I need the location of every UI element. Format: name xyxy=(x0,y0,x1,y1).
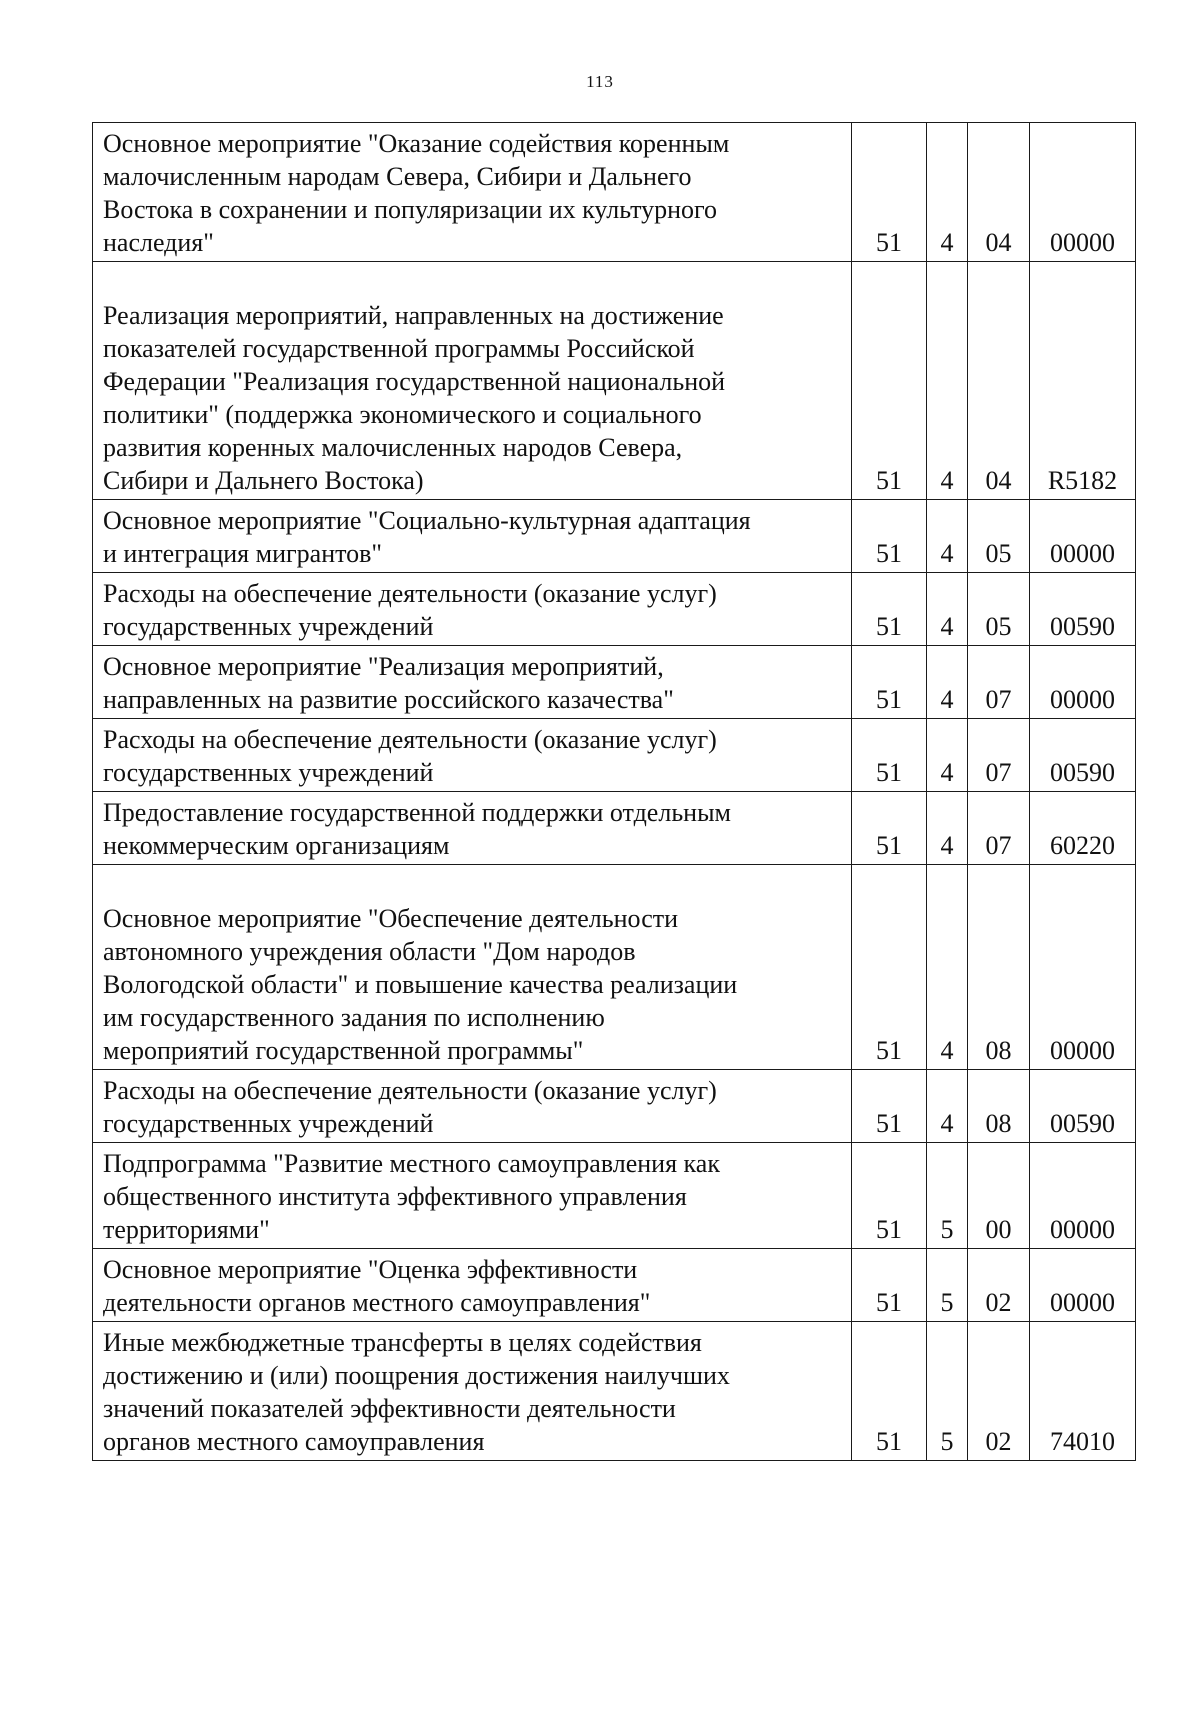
table-row xyxy=(93,123,1136,262)
code-ministry: 51 xyxy=(852,1070,927,1143)
code-direction: 00000 xyxy=(1030,500,1136,573)
row-description xyxy=(93,123,852,262)
row-description xyxy=(93,1070,852,1143)
code-direction: 00000 xyxy=(1030,123,1136,262)
description-line: наследия" xyxy=(103,228,214,257)
code-subprogram: 5 xyxy=(927,1322,968,1461)
code-event: 02 xyxy=(968,1322,1030,1461)
code-ministry: 51 xyxy=(852,573,927,646)
description-line: малочисленным народам Севера, Сибири и Дальнего xyxy=(103,162,692,191)
code-subprogram: 4 xyxy=(927,646,968,719)
table-row xyxy=(93,573,1136,646)
description-line: Иные межбюджетные трансферты в целях содействия xyxy=(103,1328,702,1357)
code-direction: 00000 xyxy=(1030,1249,1136,1322)
description-line: Подпрограмма "Развитие местного самоуправления как xyxy=(103,1149,720,1178)
description-line: направленных на развитие российского казачества" xyxy=(103,685,674,714)
code-ministry: 51 xyxy=(852,123,927,262)
code-ministry: 51 xyxy=(852,1249,927,1322)
code-event: 07 xyxy=(968,646,1030,719)
code-ministry: 51 xyxy=(852,500,927,573)
description-line: государственных учреждений xyxy=(103,612,434,641)
code-subprogram: 4 xyxy=(927,262,968,500)
code-subprogram: 4 xyxy=(927,792,968,865)
page-number: 113 xyxy=(586,72,614,91)
code-direction: 00000 xyxy=(1030,865,1136,1070)
row-description xyxy=(93,573,852,646)
code-direction: 00000 xyxy=(1030,1143,1136,1249)
table-row xyxy=(93,792,1136,865)
row-description xyxy=(93,792,852,865)
budget-classification-table xyxy=(92,122,1136,1461)
description-line: Основное мероприятие "Обеспечение деятельности xyxy=(103,904,679,933)
code-direction: 00590 xyxy=(1030,719,1136,792)
description-line: Основное мероприятие "Оказание содействия коренным xyxy=(103,129,730,158)
row-description xyxy=(93,500,852,573)
table-body xyxy=(93,123,1136,1461)
description-line: Сибири и Дальнего Востока) xyxy=(103,466,424,495)
description-line: Вологодской области" и повышение качества реализации xyxy=(103,970,738,999)
code-ministry: 51 xyxy=(852,262,927,500)
description-line: Предоставление государственной поддержки отдельным xyxy=(103,798,732,827)
code-subprogram: 4 xyxy=(927,123,968,262)
description-line: Реализация мероприятий, направленных на достижение xyxy=(103,301,724,330)
code-direction: 74010 xyxy=(1030,1322,1136,1461)
table-row xyxy=(93,262,1136,500)
code-direction: 60220 xyxy=(1030,792,1136,865)
code-ministry: 51 xyxy=(852,1322,927,1461)
code-event: 05 xyxy=(968,573,1030,646)
description-line: показателей государственной программы Российской xyxy=(103,334,695,363)
code-ministry: 51 xyxy=(852,792,927,865)
description-line: развития коренных малочисленных народов Севера, xyxy=(103,433,683,462)
description-line: достижению и (или) поощрения достижения наилучших xyxy=(103,1361,730,1390)
description-line: значений показателей эффективности деятельности xyxy=(103,1394,676,1423)
description-line: Основное мероприятие "Социально-культурная адаптация xyxy=(103,506,751,535)
row-description xyxy=(93,865,852,1070)
description-line: Востока в сохранении и популяризации их культурного xyxy=(103,195,718,224)
table-row xyxy=(93,1143,1136,1249)
description-line: государственных учреждений xyxy=(103,758,434,787)
code-event: 05 xyxy=(968,500,1030,573)
table-row xyxy=(93,719,1136,792)
description-line: общественного института эффективного управления xyxy=(103,1182,687,1211)
code-event: 04 xyxy=(968,123,1030,262)
description-line: автономного учреждения области "Дом народов xyxy=(103,937,636,966)
row-description xyxy=(93,1322,852,1461)
table-row xyxy=(93,500,1136,573)
code-ministry: 51 xyxy=(852,719,927,792)
code-subprogram: 4 xyxy=(927,1070,968,1143)
description-line: мероприятий государственной программы" xyxy=(103,1036,584,1065)
code-event: 07 xyxy=(968,719,1030,792)
code-subprogram: 4 xyxy=(927,500,968,573)
description-line: им государственного задания по исполнению xyxy=(103,1003,605,1032)
description-line: Основное мероприятие "Реализация мероприятий, xyxy=(103,652,664,681)
code-event: 04 xyxy=(968,262,1030,500)
code-subprogram: 5 xyxy=(927,1143,968,1249)
code-ministry: 51 xyxy=(852,865,927,1070)
code-event: 00 xyxy=(968,1143,1030,1249)
code-direction: R5182 xyxy=(1030,262,1136,500)
table-row xyxy=(93,646,1136,719)
description-line: политики" (поддержка экономического и социального xyxy=(103,400,702,429)
description-line: некоммерческим организациям xyxy=(103,831,450,860)
description-line: Расходы на обеспечение деятельности (оказание услуг) xyxy=(103,1076,717,1105)
code-subprogram: 5 xyxy=(927,1249,968,1322)
description-line: Основное мероприятие "Оценка эффективности xyxy=(103,1255,638,1284)
code-direction: 00590 xyxy=(1030,573,1136,646)
table-row xyxy=(93,1249,1136,1322)
description-line: государственных учреждений xyxy=(103,1109,434,1138)
description-line: Расходы на обеспечение деятельности (оказание услуг) xyxy=(103,579,717,608)
description-line: Расходы на обеспечение деятельности (оказание услуг) xyxy=(103,725,717,754)
table-row xyxy=(93,865,1136,1070)
description-line: территориями" xyxy=(103,1215,270,1244)
code-direction: 00590 xyxy=(1030,1070,1136,1143)
row-description xyxy=(93,1143,852,1249)
code-subprogram: 4 xyxy=(927,865,968,1070)
code-event: 02 xyxy=(968,1249,1030,1322)
description-line: и интеграция мигрантов" xyxy=(103,539,383,568)
code-ministry: 51 xyxy=(852,646,927,719)
table-row xyxy=(93,1322,1136,1461)
row-description xyxy=(93,719,852,792)
code-event: 08 xyxy=(968,865,1030,1070)
code-direction: 00000 xyxy=(1030,646,1136,719)
description-line: деятельности органов местного самоуправления" xyxy=(103,1288,651,1317)
description-line: Федерации "Реализация государственной национальной xyxy=(103,367,726,396)
code-ministry: 51 xyxy=(852,1143,927,1249)
table-row xyxy=(93,1070,1136,1143)
code-event: 07 xyxy=(968,792,1030,865)
row-description xyxy=(93,262,852,500)
description-line: органов местного самоуправления xyxy=(103,1427,485,1456)
row-description xyxy=(93,1249,852,1322)
code-event: 08 xyxy=(968,1070,1030,1143)
row-description xyxy=(93,646,852,719)
code-subprogram: 4 xyxy=(927,573,968,646)
code-subprogram: 4 xyxy=(927,719,968,792)
